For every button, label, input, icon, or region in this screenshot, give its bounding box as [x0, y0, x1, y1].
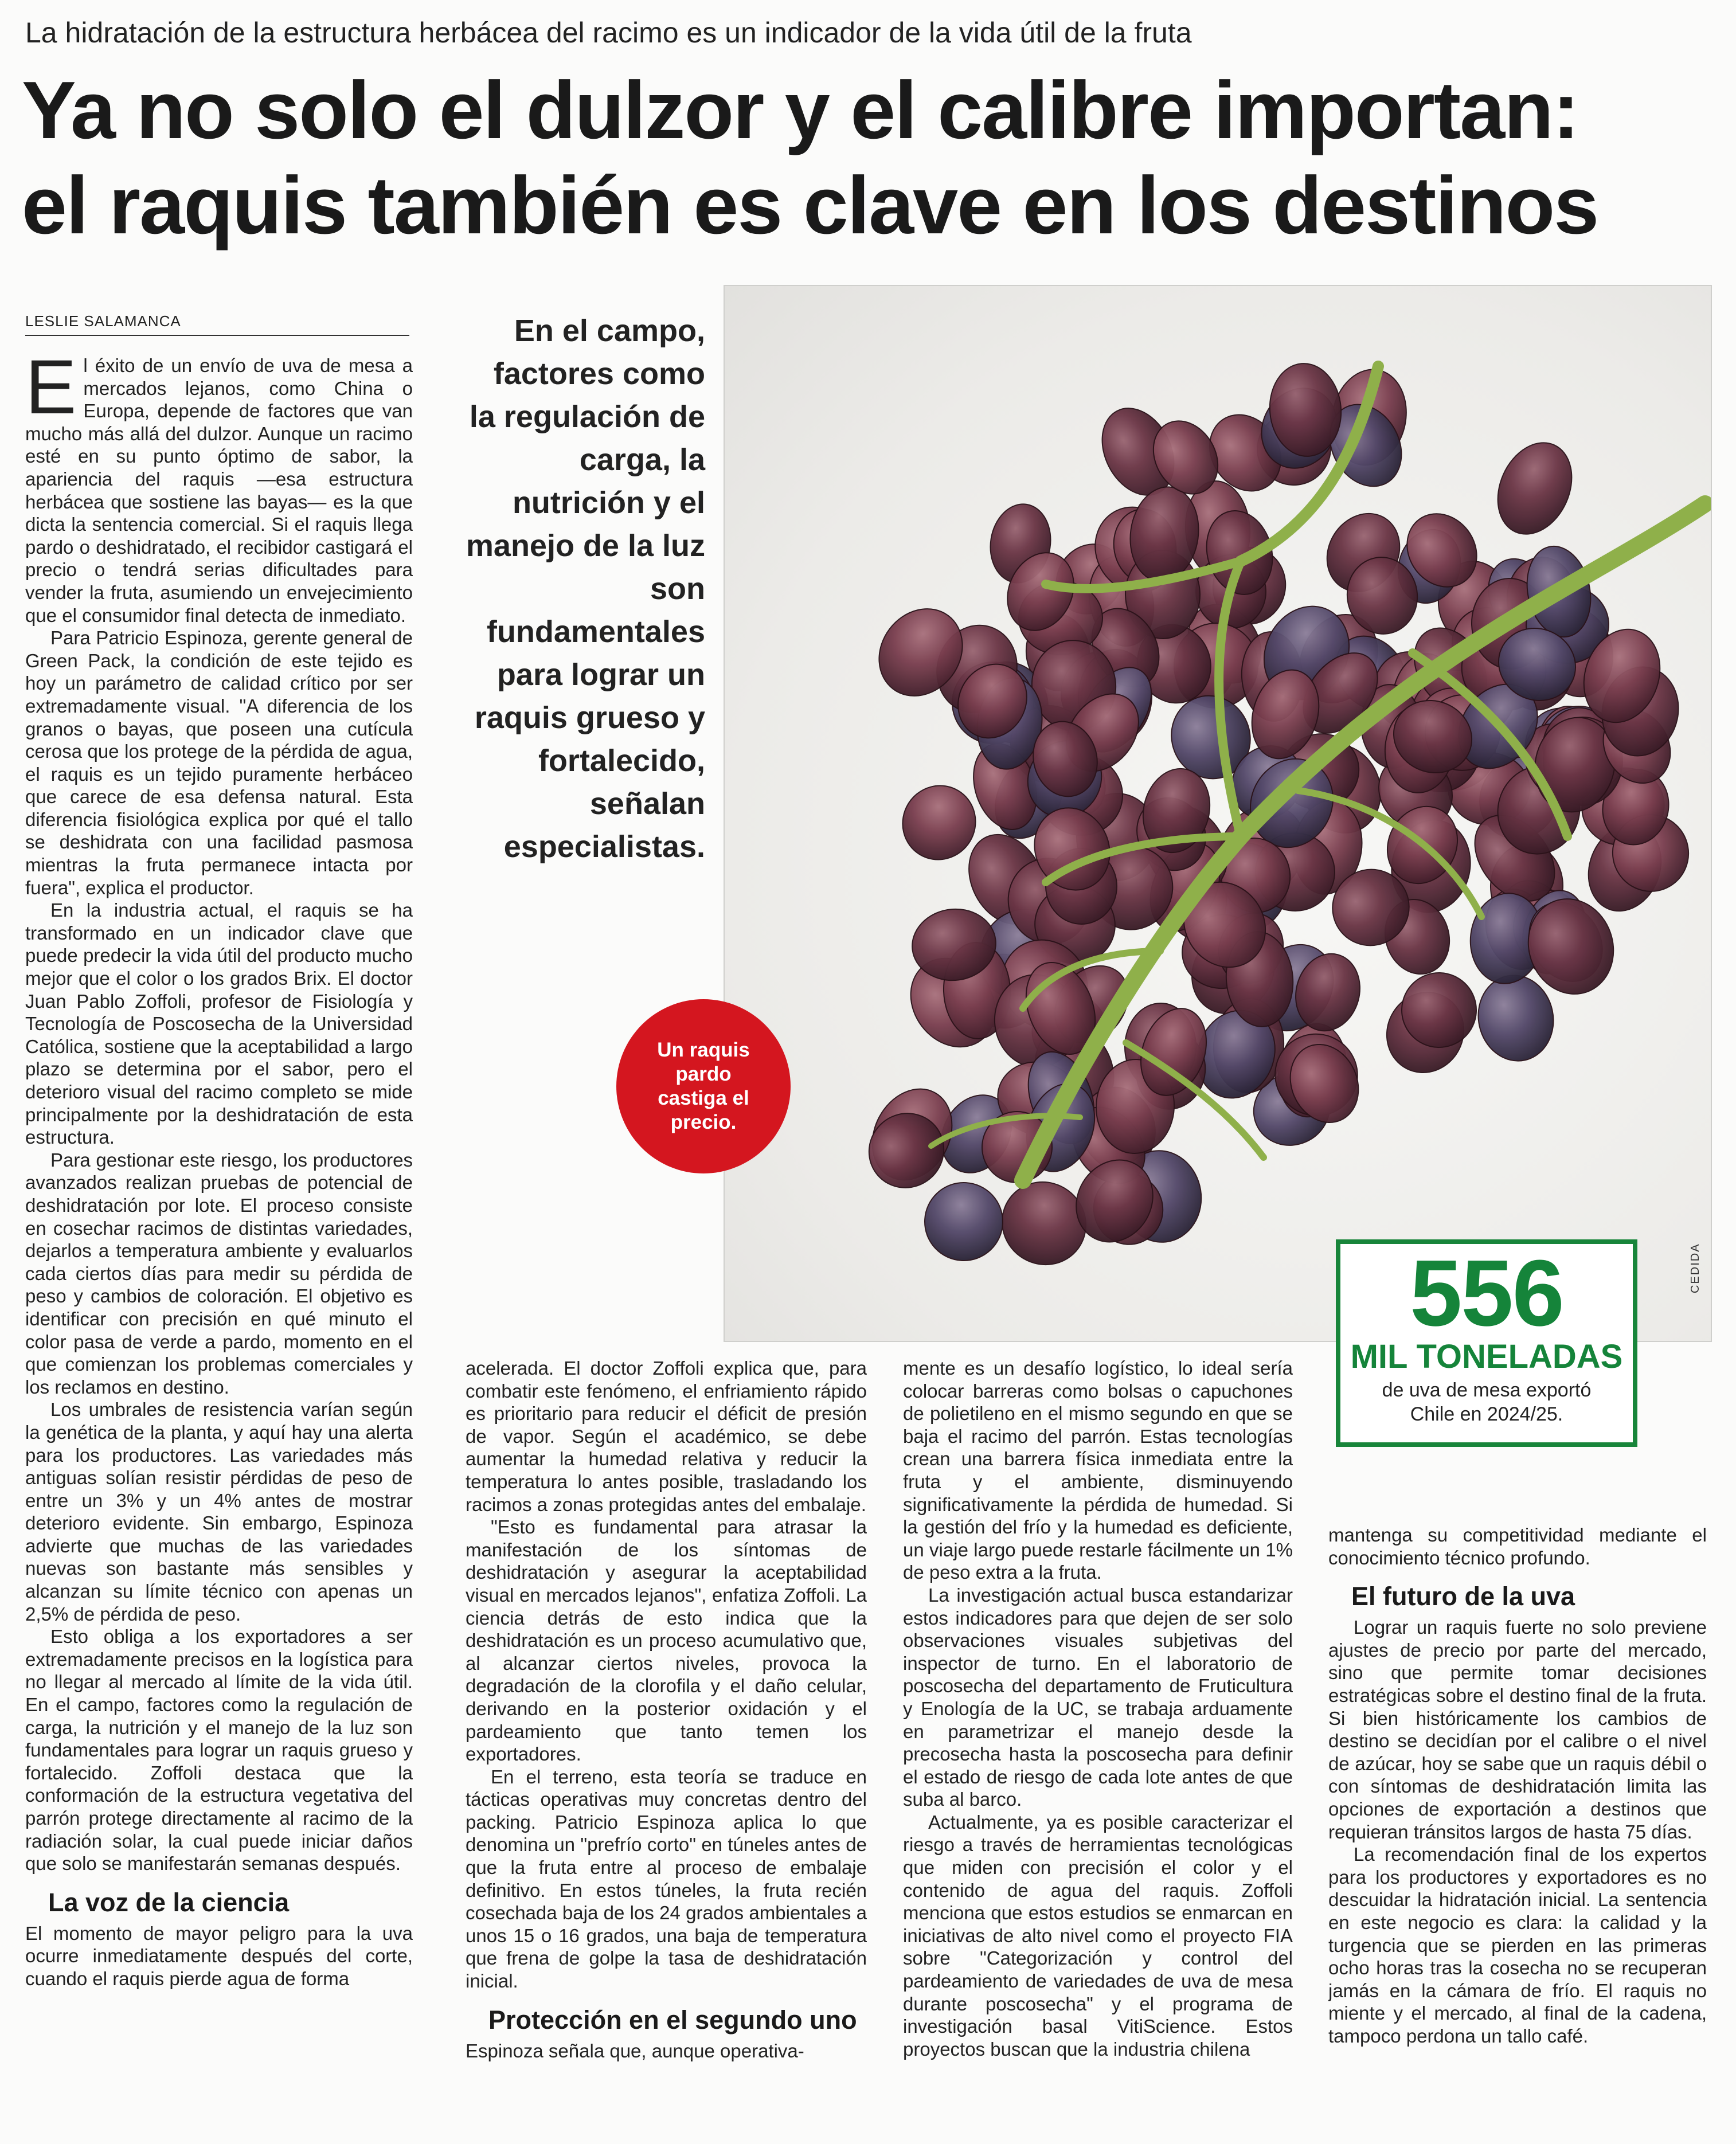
- paragraph: En la industria actual, el raquis se ha transformado en un indicador clave que puede predecir la vida útil del producto mucho mejor que el color o los grados Brix. El doctor Juan Pablo Zoffoli, profesor de Fisiología y Tecnología de Poscosecha de la Universidad Católica, sostiene que la aceptabilidad a largo plazo se determina por el sabor, pero el deterioro visual del racimo completo se mide principalmente por la deshidratación de esta estructura.: [25, 899, 413, 1148]
- paragraph: Para gestionar este riesgo, los productores avanzados realizan pruebas de potencial de deshidratación por lote. El proceso consiste en cosechar racimos de distintas variedades, dejarlos a temperatura ambiente y evaluarlos cada ciertos días para medir su pérdida de peso y cambios de coloración. El objetivo es identificar con precisión en qué minuto el color pasa de verde a pardo, momento en el que comienzan los problemas comerciales y los reclamos en destino.: [25, 1149, 413, 1398]
- column-1: [25, 354, 413, 2126]
- pull-quote: En el campo, factores como la regulación de carga, la nutrición y el manejo de la luz son fundamentales para lograr un raquis grueso y fortalecido, señalan especialistas.: [466, 314, 705, 864]
- byline: LESLIE SALAMANCA: [25, 312, 409, 336]
- column-4: [1328, 1524, 1707, 2126]
- headline-line-1: Ya no solo el dulzor y el calibre importan:: [22, 65, 1579, 156]
- paragraph: mente es un desafío logístico, lo ideal sería colocar barreras como bolsas o capuchones de polietileno en el mismo segundo en que se baja el racimo del parrón. Estas tecnologías crean una barrera física inmediata entre la fruta y el ambiente, disminuyendo significativamente la pérdida de humedad. Si la gestión del frío y la humedad es deficiente, un viaje largo puede restarle fácilmente un 1% de peso extra a la fruta.: [903, 1357, 1293, 1583]
- headline: [22, 63, 1713, 253]
- paragraph: Actualmente, ya es posible caracterizar el riesgo a través de herramientas tecnológicas que miden con precisión el color y el contenido de agua del raquis. Zoffoli menciona que estos estudios se enmarcan en iniciativas de alto nivel como el proyecto FIA sobre "Categorización y control del pardeamiento de variedades de uva de mesa durante poscosecha" y el programa de investigación basal VitiScience. Estos proyectos buscan que la industria chilena: [903, 1811, 1293, 2060]
- paragraph: La recomendación final de los expertos para los productores y exportadores es no descuidar la hidratación inicial. La sentencia en este negocio es clara: la calidad y la turgencia que se pierden en las primeras ocho horas tras la cosecha no se recuperan jamás en la cámara de frío. El raquis no miente y el mercado, al final de la cadena, tampoco perdona un tallo café.: [1328, 1844, 1707, 2047]
- column-2: [466, 1357, 867, 2126]
- paragraph: El éxito de un envío de uva de mesa a mercados lejanos, como China o Europa, depende de factores que van mucho más allá del dulzor. Aunque un racimo esté en su punto óptimo de sabor, la apariencia del raquis —esa estructura herbácea que sostiene las bayas— es la que dicta la sentencia comercial. Si el raquis llega pardo o deshidratado, el recibidor castigará el precio o tendrá serias dificultades para vender la fruta, asumiendo un envejecimiento que el consumidor final detecta de inmediato.: [25, 354, 413, 626]
- paragraph: Los umbrales de resistencia varían según la genética de la planta, y aquí hay una alerta para los productores. Las variedades más antiguas solían resistir pérdidas de peso de entre un 3% y un 4% antes de mostrar deterioro evidente. Sin embargo, Espinoza advierte que muchas de las variedades nuevas son bastante más sensibles y alcanzan su límite técnico con apenas un 2,5% de pérdida de peso.: [25, 1399, 413, 1625]
- paragraph: Espinoza señala que, aunque operativa-: [466, 2040, 804, 2061]
- paragraph: acelerada. El doctor Zoffoli explica que, para combatir este fenómeno, el enfriamiento rápido es prioritario para reducir el déficit de presión de vapor. Según el académico, se debe aumentar la humedad relativa y reducir la temperatura lo antes posible, trasladando los racimos a zonas protegidas antes del embalaje.: [466, 1357, 867, 1515]
- paragraph: mantenga su competitividad mediante el conocimiento técnico profundo.: [1328, 1524, 1707, 1568]
- kicker: La hidratación de la estructura herbácea del racimo es un indicador de la vida útil de la fruta: [25, 17, 1192, 49]
- stat-unit: MIL TONELADAS: [1350, 1338, 1623, 1375]
- grape-berry: [1484, 431, 1585, 546]
- grape-cluster-illustration: [725, 286, 1711, 1345]
- stat-number: 556: [1410, 1241, 1563, 1345]
- subheading: El futuro de la uva: [1351, 1582, 1575, 1611]
- stat-description: de uva de mesa exportó Chile en 2024/25.: [1382, 1379, 1592, 1425]
- paragraph: En el terreno, esta teoría se traduce en tácticas operativas muy concretas dentro del packing. Patricio Espinoza aplica lo que denomina un "prefrío corto" en túneles antes de que la fruta entre al proceso de embalaje definitivo. En estos túneles, la fruta recién cosechada baja de los 24 grados ambientales a unos 15 o 16 grados, una baja de temperatura que frena de golpe la tasa de deshidratación inicial.: [466, 1766, 867, 1992]
- paragraph: "Esto es fundamental para atrasar la manifestación de los síntomas de deshidratación y asegurar la aceptabilidad visual en mercados lejanos", enfatiza Zoffoli. La ciencia detrás de esto indica que la deshidratación es un proceso acumulativo que, al alcanzar ciertos niveles, provoca la degradación de la clorofila y el daño celular, derivando en la posterior oxidación y el pardeamiento que tanto temen los exportadores.: [466, 1516, 867, 1765]
- stat-box: [1336, 1239, 1637, 1447]
- paragraph: La investigación actual busca estandarizar estos indicadores para que dejen de ser solo observaciones visuales subjetivas del inspector de turno. En el laboratorio de poscosecha del departamento de Fruticultura y Enología de la UC, se trabaja arduamente en parametrizar el manejo desde la precosecha hasta la poscosecha para definir el estado de riesgo de cada lote antes de que suba al barco.: [903, 1584, 1293, 1810]
- grape-berry: [912, 1170, 1016, 1274]
- column-3: [903, 1357, 1293, 2126]
- paragraph: El momento de mayor peligro para la uva ocurre inmediatamente después del corte, cuando el raquis pierde agua de forma: [25, 1922, 413, 1989]
- paragraph: Lograr un raquis fuerte no solo previene ajustes de precio por parte del mercado, sino que permite tomar decisiones estratégicas sobre el destino final de la fruta. Si bien históricamente los cambios de destino se decidían por el calibre o el nivel de azúcar, hoy se sabe que un raquis débil o con síntomas de deshidratación limita las opciones de exportación a destinos que requieran tránsitos largos de hasta 75 días.: [1328, 1617, 1707, 1842]
- paragraph: Esto obliga a los exportadores a ser extremadamente precisos en la logística para no llegar al mercado al límite de la vida útil. En el campo, factores como la regulación de carga, la nutrición y el manejo de la luz son fundamentales para lograr un raquis grueso y fortalecido. Zoffoli destaca que la conformación de la estructura vegetativa del parrón protege directamente al racimo de la radiación solar, la cual puede iniciar daños que solo se manifestarán semanas después.: [25, 1626, 413, 1875]
- subheading: La voz de la ciencia: [48, 1887, 290, 1917]
- headline-line-2: el raquis también es clave en los destinos: [22, 160, 1598, 251]
- grape-cluster-photo: [724, 285, 1712, 1345]
- paragraph: Para Patricio Espinoza, gerente general de Green Pack, la condición de este tejido es hoy un parámetro de calidad crítico por ser extremadamente visual. "A diferencia de los granos o bayas, que poseen una cutícula cerosa que los protege de la pérdida de agua, el raquis es un tejido puramente herbáceo que carece de esa defensa natural. Esta diferencia fisiológica explica por qué el tallo se deshidrata con una facilidad pasmosa mientras la fruta permanece intacta por fuera", explica el productor.: [25, 627, 413, 898]
- subheading: Protección en el segundo uno: [488, 2005, 857, 2035]
- callout-badge: Un raquis pardo castiga el precio.: [616, 999, 791, 1173]
